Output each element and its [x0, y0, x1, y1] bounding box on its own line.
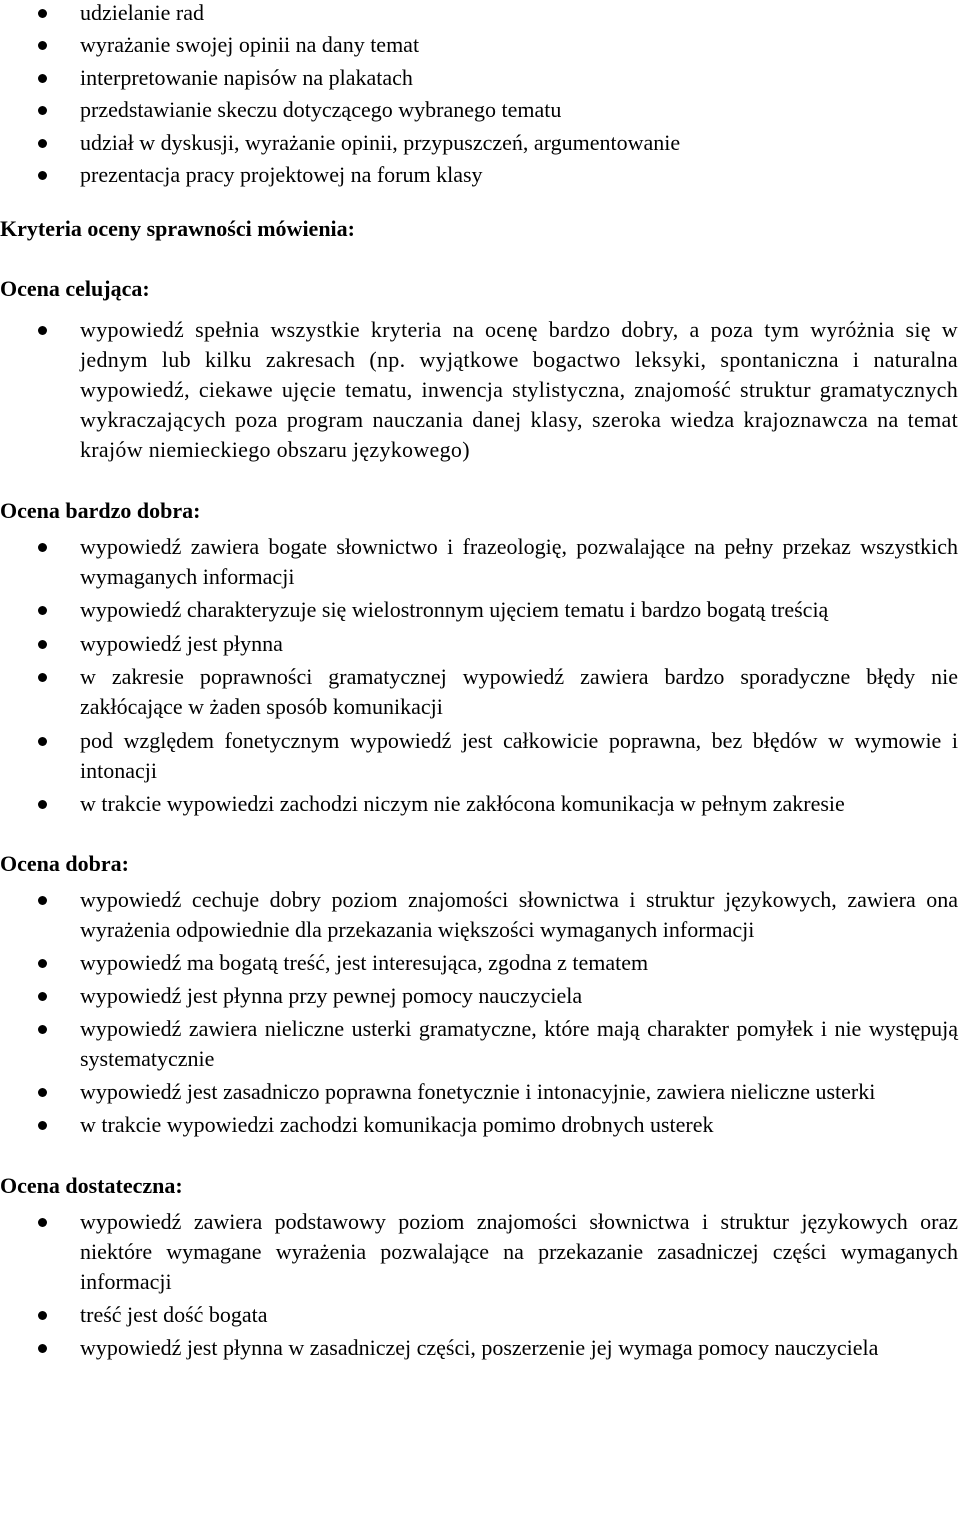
grade-heading: Ocena bardzo dobra: [0, 497, 201, 523]
bullet-icon [38, 737, 47, 746]
list-item [0, 160, 960, 190]
list-item [0, 1300, 960, 1330]
bullet-icon [38, 992, 47, 1001]
list-item-text: wypowiedź cechuje dobry poziom znajomości słownictwa i struktur językowych, zawiera ona wyrażenia odpowiednie dla przekazania większości wymaganych informacji [80, 886, 958, 942]
list-item-text: treść jest dość bogata [80, 1301, 268, 1327]
list-item [0, 95, 960, 125]
list-item [0, 1207, 960, 1297]
list-item [0, 948, 960, 978]
grade-section-dobra [0, 849, 960, 1140]
grade-heading: Ocena dobra: [0, 850, 129, 876]
list-item [0, 1014, 960, 1074]
list-item-text: wypowiedź zawiera podstawowy poziom znajomości słownictwa i struktur językowych oraz niektóre wymagane wyrażenia pozwalające na przekazanie zasadniczej części wymaganych informacji [80, 1208, 958, 1294]
list-item-text: prezentacja pracy projektowej na forum klasy [80, 161, 483, 187]
bullet-icon [38, 41, 47, 50]
list-item-text: wypowiedź jest płynna w zasadniczej części, poszerzenie jej wymaga pomocy nauczyciela [80, 1334, 879, 1360]
list-item [0, 0, 960, 28]
grade-criteria-list [0, 532, 960, 819]
bullet-icon [38, 171, 47, 180]
list-item-text: udział w dyskusji, wyrażanie opinii, przypuszczeń, argumentowanie [80, 129, 681, 155]
list-item [0, 595, 960, 625]
intro-list [0, 0, 960, 190]
list-item-text: wypowiedź zawiera bogate słownictwo i frazeologię, pozwalające na pełny przekaz wszystkich wymaganych informacji [80, 533, 958, 589]
list-item-text: wypowiedź zawiera nieliczne usterki gramatyczne, które mają charakter pomyłek i nie występują systematycznie [80, 1015, 958, 1071]
grade-heading: Ocena dostateczna: [0, 1172, 183, 1198]
list-item-text: wypowiedź spełnia wszystkie kryteria na ocenę bardzo dobry, a poza tym wyróżnia się w jednym lub kilku zakresach (np. wyjątkowe bogactwo leksyki, spontaniczna i naturalna wypowiedź, ciekawe ujęcie tematu, inwencja stylistyczna, znajomość struktur gramatycznych wykraczających poza program nauczania danej klasy, szeroka wiedza krajoznawcza na temat krajów niemieckiego obszaru językowego) [80, 316, 958, 462]
list-item [0, 981, 960, 1011]
list-item-text: przedstawianie skeczu dotyczącego wybranego tematu [80, 97, 562, 123]
grade-heading: Ocena celująca: [0, 275, 150, 301]
bullet-icon [38, 800, 47, 809]
list-item [0, 532, 960, 592]
bullet-icon [38, 1311, 47, 1320]
bullet-icon [38, 139, 47, 148]
list-item-text: wypowiedź jest płynna przy pewnej pomocy nauczyciela [80, 982, 583, 1008]
bullet-icon [38, 606, 47, 615]
list-item [0, 30, 960, 60]
bullet-icon [38, 74, 47, 83]
bullet-icon [38, 1088, 47, 1097]
bullet-icon [38, 1344, 47, 1353]
grade-criteria-list [0, 885, 960, 1140]
list-item-text: wypowiedź jest płynna [80, 630, 283, 656]
list-item [0, 789, 960, 819]
list-item [0, 315, 960, 465]
list-item-text: wypowiedź charakteryzuje się wielostronnym ujęciem tematu i bardzo bogatą treścią [80, 597, 829, 623]
bullet-icon [38, 326, 47, 335]
list-item [0, 128, 960, 158]
bullet-icon [38, 959, 47, 968]
grade-criteria-list [0, 315, 960, 465]
bullet-icon [38, 673, 47, 682]
grade-section-celujaca [0, 274, 960, 465]
bullet-icon [38, 543, 47, 552]
list-item-text: pod względem fonetycznym wypowiedź jest całkowicie poprawna, bez błędów w wymowie i intonacji [80, 727, 958, 783]
bullet-icon [38, 1121, 47, 1130]
list-item [0, 885, 960, 945]
bullet-icon [38, 106, 47, 115]
list-item-text: w zakresie poprawności gramatycznej wypowiedź zawiera bardzo sporadyczne błędy nie zakłócające w żaden sposób komunikacji [80, 664, 958, 720]
list-item [0, 1077, 960, 1107]
list-item-text: udzielanie rad [80, 0, 204, 25]
list-item [0, 629, 960, 659]
list-item [0, 1110, 960, 1140]
bullet-icon [38, 640, 47, 649]
grade-section-dostateczna [0, 1171, 960, 1363]
list-item-text: w trakcie wypowiedzi zachodzi niczym nie zakłócona komunikacja w pełnym zakresie [80, 790, 845, 816]
bullet-icon [38, 896, 47, 905]
list-item-text: interpretowanie napisów na plakatach [80, 64, 413, 90]
list-item [0, 726, 960, 786]
grade-section-bardzo-dobra [0, 496, 960, 819]
bullet-icon [38, 1218, 47, 1227]
grade-criteria-list [0, 1207, 960, 1363]
bullet-icon [38, 9, 47, 18]
criteria-heading: Kryteria oceny sprawności mówienia: [0, 215, 355, 241]
list-item-text: w trakcie wypowiedzi zachodzi komunikacja pomimo drobnych usterek [80, 1111, 714, 1137]
list-item [0, 1333, 960, 1363]
list-item-text: wypowiedź jest zasadniczo poprawna fonetycznie i intonacyjnie, zawiera nieliczne usterki [80, 1078, 876, 1104]
bullet-icon [38, 1025, 47, 1034]
list-item-text: wyrażanie swojej opinii na dany temat [80, 32, 420, 58]
list-item [0, 63, 960, 93]
list-item-text: wypowiedź ma bogatą treść, jest interesująca, zgodna z tematem [80, 949, 649, 975]
list-item [0, 662, 960, 722]
